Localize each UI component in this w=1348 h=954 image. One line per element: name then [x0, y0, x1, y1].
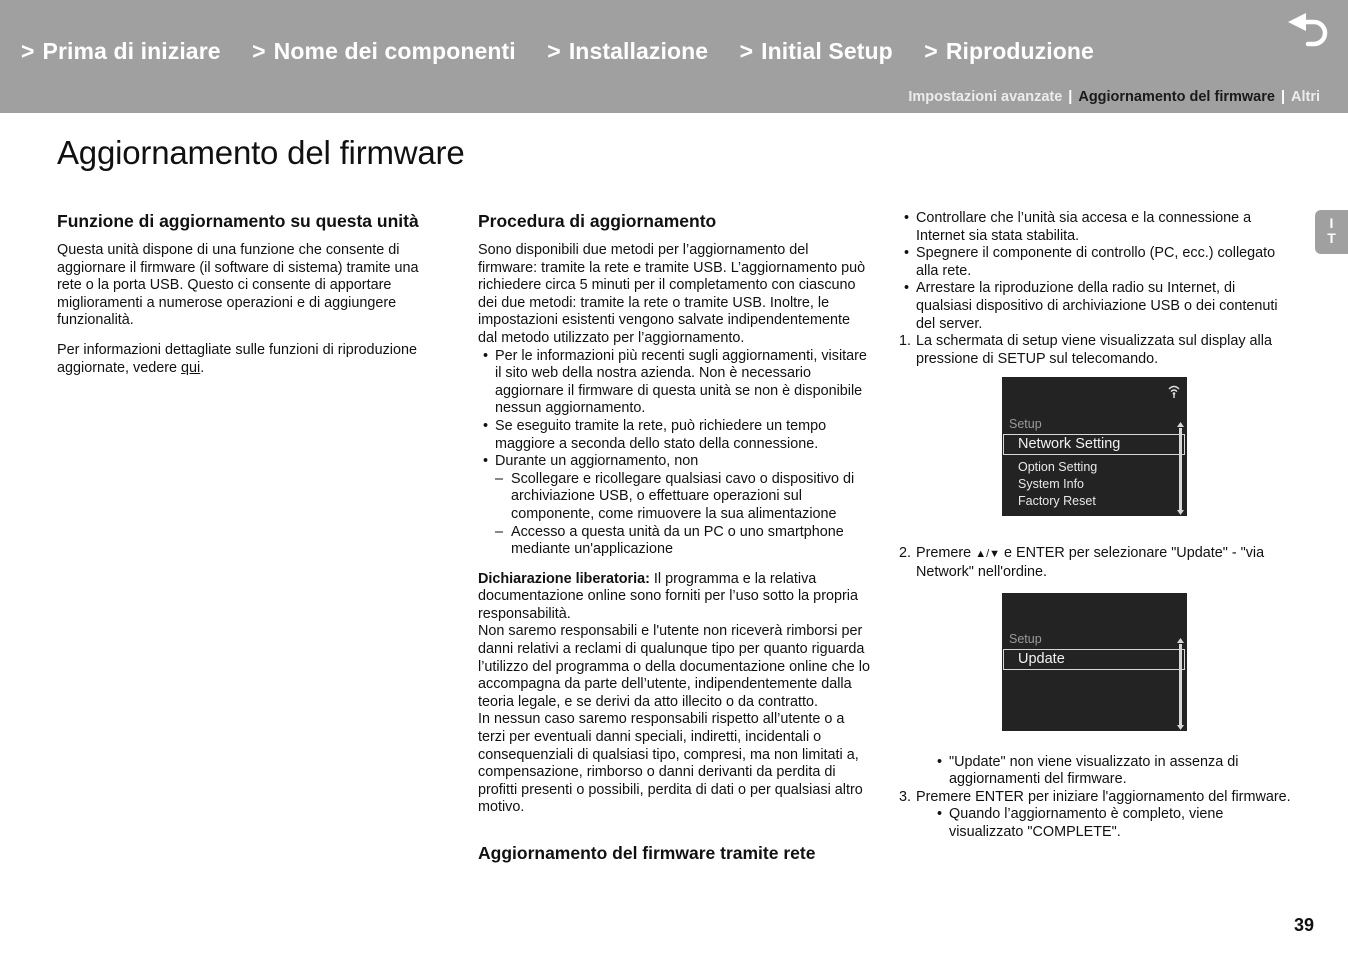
nav-label: Riproduzione [945, 38, 1094, 64]
nav-label: Initial Setup [761, 38, 893, 64]
return-arrow-icon[interactable] [1286, 13, 1330, 51]
step-2-note: • "Update" non viene visualizzato in assenza di aggiornamenti del firmware. [933, 754, 1291, 789]
menu-item-factory-reset: Factory Reset [1018, 494, 1096, 509]
subnav-separator: | [1280, 89, 1285, 105]
list-item [478, 453, 870, 559]
menu-item-system-info: System Info [1018, 477, 1084, 492]
details-text: Per informazioni dettagliate sulle funzioni di riproduzione aggiornate, vedere [57, 341, 417, 376]
page-title: Aggiornamento del firmware [57, 134, 465, 171]
subnav-aggiornamento-firmware[interactable]: Aggiornamento del firmware [1078, 89, 1275, 105]
disclaimer-2: Non saremo responsabili e l'utente non riceverà rimborsi per danni relativi a reclami di qualunque tipo per quanto riguarda l’utilizzo del programma o della documentazione online che lo accompagna da parte dell’utente, indipendentemente dalla teoria legale, e se derivi da atto illecito o da contratto. [478, 623, 870, 710]
subnav-separator: | [1068, 89, 1073, 105]
list-item: • Spegnere il componente di controllo (PC, ecc.) collegato alla rete. [899, 245, 1291, 280]
disclaimer-3: In nessun caso saremo responsabili rispetto all’utente o a terzi per eventuali danni speciali, indiretti, incidentali o consequenziali di qualsiasi tipo, compresi, ma non limitati a, compensazione, rimborso o danni derivanti da perdita di profitti presenti o possibili, perdita di dati o per qualsiasi altro motivo. [478, 711, 863, 816]
nav-item-prima-di-iniziare[interactable] [21, 38, 221, 65]
list-item: • Se eseguito tramite la rete, può richiedere un tempo maggiore a seconda dello stato della connessione. [478, 418, 870, 453]
scroll-down-icon [1177, 725, 1184, 730]
dash-item: – Accesso a questa unità da un PC o uno smartphone mediante un'applicazione [495, 524, 870, 559]
subnav-altri[interactable]: Altri [1291, 89, 1320, 105]
menu-item-option-setting: Option Setting [1018, 460, 1098, 475]
lang-letter: I [1329, 215, 1334, 231]
step-3 [899, 789, 1291, 842]
header-bar [0, 0, 1348, 113]
main-nav [21, 38, 1121, 65]
nav-arrow: > [924, 38, 938, 64]
nav-arrow: > [252, 38, 266, 64]
nav-arrow: > [21, 38, 35, 64]
list-item: • Controllare che l’unità sia accesa e la connessione a Internet sia stata stabilita. [899, 210, 1291, 245]
details-text-end: . [200, 359, 205, 376]
step-text: La schermata di setup viene visualizzata sul display alla pressione di SETUP sul telecomando. [916, 333, 1272, 367]
step-text: Premere ENTER per iniziare l'aggiornamento del firmware. [916, 788, 1291, 805]
qui-link[interactable]: qui [181, 359, 201, 376]
disclaimer-text: Il programma e la relativa documentazione online sono forniti per l’uso sotto la propria responsabilità. [478, 570, 858, 622]
step-1 [899, 333, 1291, 516]
list-item-text: Durante un aggiornamento, non [495, 453, 699, 470]
step-text-end: e ENTER per selezionare "Update" - "via Network" nell'ordine. [916, 545, 1265, 580]
step-text: Premere [916, 545, 976, 562]
menu-item-update: Update [1003, 649, 1185, 670]
wifi-signal-icon [1168, 385, 1180, 398]
dash-list [495, 471, 870, 559]
disclaimer [478, 571, 870, 817]
scroll-up-icon [1177, 638, 1184, 643]
list-item: • Per le informazioni più recenti sugli aggiornamenti, visitare il sito web della nostra azienda. Non è necessario aggiornare il firmware di questa unità se non è disponibile nessun aggiornamento. [478, 348, 870, 418]
page-number: 39 [1294, 915, 1315, 935]
nav-item-initial-setup[interactable] [740, 38, 893, 65]
section-heading: Procedura di aggiornamento [478, 211, 717, 231]
nav-label: Nome dei componenti [273, 38, 516, 64]
column-intro [57, 210, 447, 389]
disclaimer-1 [478, 571, 870, 624]
subsection-heading: Aggiornamento del firmware tramite rete [478, 843, 816, 863]
step-3-note: • Quando l’aggiornamento è completo, viene visualizzato "COMPLETE". [933, 806, 1291, 841]
nav-item-nome-dei-componenti[interactable] [252, 38, 516, 65]
setup-screen-network [1002, 377, 1187, 516]
list-item: • Arrestare la riproduzione della radio su Internet, di qualsiasi dispositivo di archiviazione USB o dei contenuti del server. [899, 280, 1291, 333]
screen-title: Setup [1009, 417, 1042, 432]
disclaimer-label: Dichiarazione liberatoria: [478, 570, 650, 587]
step-number: 2. [899, 545, 912, 562]
setup-screen-update [1002, 593, 1187, 731]
breadcrumb [908, 89, 1320, 105]
subnav-impostazioni-avanzate[interactable]: Impostazioni avanzate [908, 89, 1063, 105]
nav-arrow: > [547, 38, 561, 64]
scroll-up-icon [1177, 422, 1184, 427]
dash-item: – Scollegare e ricollegare qualsiasi cavo o dispositivo di archiviazione USB, o effettuare operazioni sul componente, come rimuovere la sua alimentazione [495, 471, 870, 524]
step-2 [899, 545, 1291, 788]
nav-arrow: > [739, 38, 754, 64]
column-steps [899, 210, 1291, 842]
section-heading: Funzione di aggiornamento su questa unità [57, 211, 419, 231]
nav-item-riproduzione[interactable] [924, 38, 1094, 65]
details-paragraph [57, 342, 447, 377]
column-procedure [478, 210, 870, 874]
up-down-arrows-icon: ▲/▼ [975, 548, 1001, 561]
nav-label: Installazione [568, 38, 709, 64]
scrollbar [1179, 644, 1182, 725]
prereq-bullets [899, 210, 1291, 333]
scrollbar [1179, 428, 1182, 510]
nav-item-installazione[interactable] [547, 38, 708, 65]
language-tab[interactable] [1315, 210, 1348, 254]
screen-title: Setup [1009, 631, 1042, 646]
lang-letter: T [1327, 230, 1336, 246]
steps-list [899, 333, 1291, 841]
procedure-bullets [478, 348, 870, 559]
scroll-down-icon [1177, 510, 1184, 515]
nav-label: Prima di iniziare [42, 38, 221, 64]
menu-item-network-setting: Network Setting [1003, 434, 1185, 455]
step-number: 1. [899, 333, 912, 350]
intro-paragraph: Questa unità dispone di una funzione che consente di aggiornare il firmware (il software di sistema) tramite una rete o la porta USB. Questo ci consente di apportare miglioramenti a numerose operazioni e di aggiungere funzionalità. [57, 242, 419, 329]
step-number: 3. [899, 788, 912, 805]
procedure-intro: Sono disponibili due metodi per l’aggiornamento del firmware: tramite la rete e tramite USB. L’aggiornamento può richiedere circa 5 minuti per il completamento con ciascuno dei due metodi: tramite la rete o tramite USB. Inoltre, le impostazioni esistenti vengono salvate indipendentemente dal metodo utilizzato per l’aggiornamento. [478, 242, 866, 346]
